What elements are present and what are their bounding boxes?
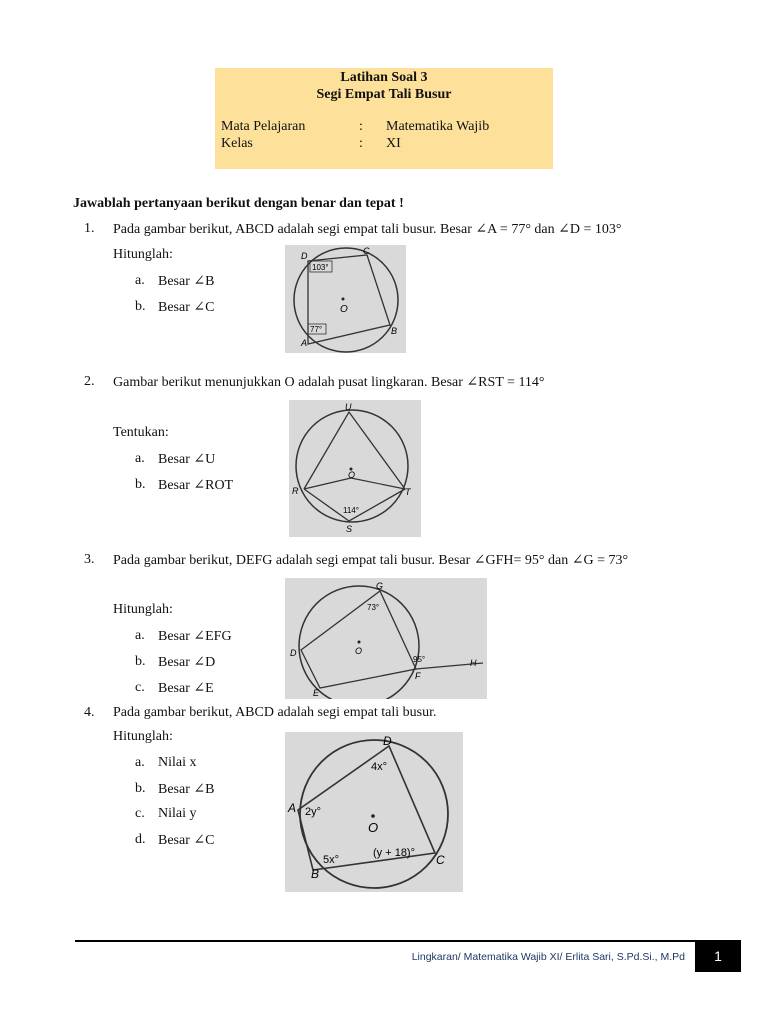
question-4-item-letter: a. <box>135 755 145 770</box>
question-4-item-letter: c. <box>135 806 145 821</box>
figure-4 <box>285 732 463 892</box>
question-3-item-letter: c. <box>135 680 145 695</box>
angle-G: 73° <box>367 603 380 612</box>
label-R: R <box>292 486 299 496</box>
question-4-item-text: Nilai y <box>158 806 197 821</box>
angle-D: 103° <box>312 263 329 272</box>
subject-value: Matematika Wajib <box>386 119 490 134</box>
question-4-item-text: Nilai x <box>158 755 197 770</box>
label-H: H <box>470 658 477 668</box>
angle-S: 114° <box>343 506 359 515</box>
angle-F: 95° <box>413 655 426 664</box>
figure-1 <box>285 245 406 353</box>
question-4-number: 4. <box>84 705 95 720</box>
question-3-item-letter: a. <box>135 628 145 643</box>
angle-D: 4x° <box>371 761 388 773</box>
question-1-item-text: Besar ∠B <box>158 274 215 289</box>
label-E: E <box>313 688 320 698</box>
angle-B: 5x° <box>323 854 340 866</box>
question-3-prompt: Hitunglah: <box>113 602 173 617</box>
question-2-prompt: Tentukan: <box>113 425 169 440</box>
label-B: B <box>311 867 320 881</box>
question-4-text: Pada gambar berikut, ABCD adalah segi empat tali busur. <box>113 705 437 720</box>
header-box <box>215 68 553 169</box>
question-1-number: 1. <box>84 221 95 236</box>
question-3-item-text: Besar ∠EFG <box>158 629 232 644</box>
label-F: F <box>415 671 421 681</box>
angle-A: 77° <box>310 325 323 334</box>
question-1-text: Pada gambar berikut, ABCD adalah segi empat tali busur. Besar ∠A = 77° dan ∠D = 103° <box>113 222 622 237</box>
label-C: C <box>436 853 445 867</box>
question-1-prompt: Hitunglah: <box>113 247 173 262</box>
label-C: C <box>363 246 370 256</box>
class-label: Kelas <box>221 136 253 151</box>
question-3-text: Pada gambar berikut, DEFG adalah segi empat tali busur. Besar ∠GFH= 95° dan ∠G = 73° <box>113 553 629 568</box>
label-D: D <box>290 648 297 658</box>
question-2-item-letter: a. <box>135 451 145 466</box>
question-1-item-letter: b. <box>135 299 146 314</box>
class-value: XI <box>386 136 401 151</box>
label-B: B <box>391 326 398 336</box>
question-2-item-text: Besar ∠U <box>158 452 216 467</box>
figure-3 <box>285 578 487 699</box>
label-O: O <box>348 470 356 480</box>
subject-label: Mata Pelajaran <box>221 119 306 134</box>
question-3-item-text: Besar ∠D <box>158 655 216 670</box>
question-4-item-letter: b. <box>135 781 146 796</box>
worksheet-subtitle: Segi Empat Tali Busur <box>316 87 452 102</box>
question-1-item-letter: a. <box>135 273 145 288</box>
label-A: A <box>301 338 308 348</box>
figure-2 <box>289 400 421 537</box>
question-2-item-letter: b. <box>135 477 146 492</box>
label-S: S <box>346 524 353 534</box>
label-O: O <box>368 820 379 835</box>
question-4-item-text: Besar ∠B <box>158 782 215 797</box>
question-4-item-text: Besar ∠C <box>158 833 215 848</box>
instruction: Jawablah pertanyaan berikut dengan benar dan tepat ! <box>73 196 404 211</box>
worksheet-title: Latihan Soal 3 <box>340 70 428 85</box>
label-D: D <box>383 734 392 748</box>
label-G: G <box>376 581 384 591</box>
subject-sep: : <box>359 119 363 134</box>
label-O: O <box>340 304 348 315</box>
angle-A: 2y° <box>305 806 322 818</box>
footer-rule <box>75 940 740 942</box>
question-2-text: Gambar berikut menunjukkan O adalah pusat lingkaran. Besar ∠RST = 114° <box>113 375 545 390</box>
class-sep: : <box>359 136 363 151</box>
label-O: O <box>355 646 363 656</box>
angle-C: (y + 18)° <box>373 847 415 859</box>
label-A: A <box>288 801 297 815</box>
question-3-number: 3. <box>84 552 95 567</box>
footer-text: Lingkaran/ Matematika Wajib XI/ Erlita Sari, S.Pd.Si., M.Pd <box>411 951 685 963</box>
question-4-prompt: Hitunglah: <box>113 729 173 744</box>
question-2-item-text: Besar ∠ROT <box>158 478 234 493</box>
question-3-item-letter: b. <box>135 654 146 669</box>
question-3-item-text: Besar ∠E <box>158 681 214 696</box>
label-U: U <box>345 402 352 412</box>
page-number: 1 <box>695 940 741 972</box>
question-4-item-letter: d. <box>135 832 146 847</box>
label-T: T <box>405 487 411 497</box>
question-2-number: 2. <box>84 374 95 389</box>
label-D: D <box>301 251 308 261</box>
question-1-item-text: Besar ∠C <box>158 300 215 315</box>
